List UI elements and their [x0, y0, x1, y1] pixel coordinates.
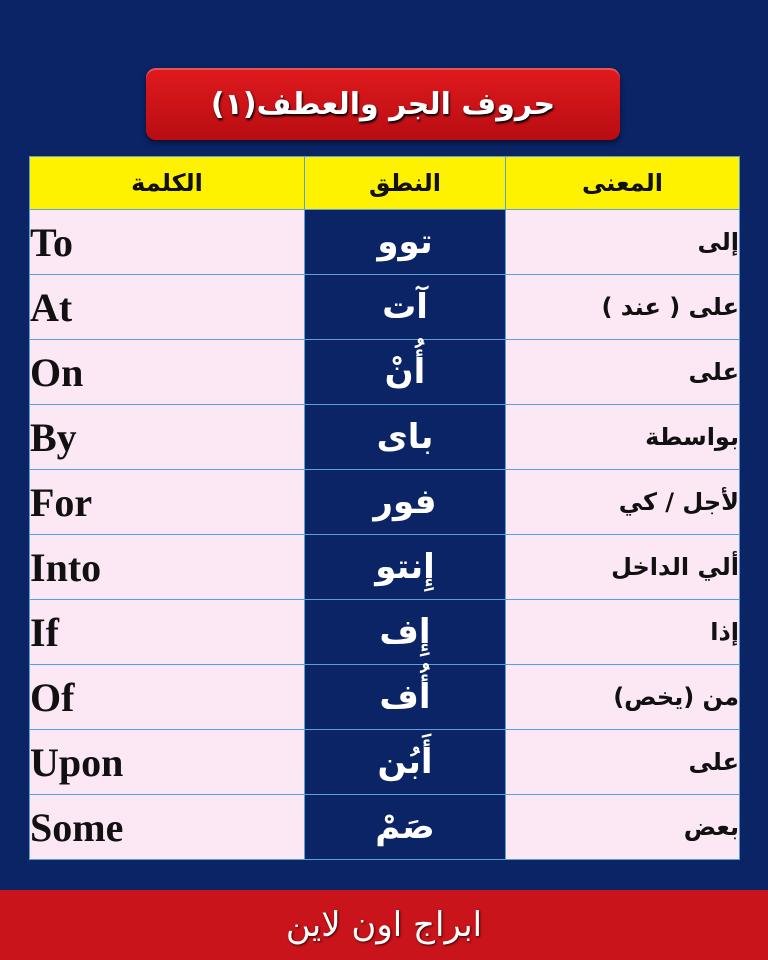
table-row [30, 600, 740, 665]
word-cell: To [30, 210, 305, 275]
word-cell: For [30, 470, 305, 535]
word-cell: If [30, 600, 305, 665]
word-cell: At [30, 275, 305, 340]
word-cell: Of [30, 665, 305, 730]
word-cell: By [30, 405, 305, 470]
meaning-cell: إذا [506, 600, 740, 665]
word-cell: Some [30, 795, 305, 860]
header-word: الكلمة [30, 157, 305, 210]
footer-banner [0, 890, 768, 960]
header-pronunciation: النطق [305, 157, 506, 210]
table-row [30, 275, 740, 340]
table-row [30, 730, 740, 795]
meaning-cell: على [506, 340, 740, 405]
pronunciation-cell: أُف [305, 665, 506, 730]
meaning-cell: بعض [506, 795, 740, 860]
page-title: حروف الجر والعطف(١) [210, 86, 556, 122]
meaning-cell: بواسطة [506, 405, 740, 470]
meaning-cell: لأجل / كي [506, 470, 740, 535]
table-row [30, 535, 740, 600]
title-banner [146, 68, 620, 140]
table-row [30, 210, 740, 275]
pronunciation-cell: آت [305, 275, 506, 340]
word-cell: Upon [30, 730, 305, 795]
footer-brand: ابراج اون لاين [285, 905, 483, 945]
pronunciation-cell: أُنْ [305, 340, 506, 405]
pronunciation-cell: فور [305, 470, 506, 535]
vocabulary-table [29, 156, 740, 860]
meaning-cell: على [506, 730, 740, 795]
pronunciation-cell: صَمْ [305, 795, 506, 860]
table-row [30, 340, 740, 405]
word-cell: On [30, 340, 305, 405]
header-row [30, 157, 740, 210]
pronunciation-cell: إِنتو [305, 535, 506, 600]
meaning-cell: من (يخص) [506, 665, 740, 730]
word-cell: Into [30, 535, 305, 600]
header-meaning: المعنى [506, 157, 740, 210]
pronunciation-cell: توو [305, 210, 506, 275]
meaning-cell: ألي الداخل [506, 535, 740, 600]
table-row [30, 405, 740, 470]
table-row [30, 795, 740, 860]
table-row [30, 665, 740, 730]
pronunciation-cell: باى [305, 405, 506, 470]
meaning-cell: على ( عند ) [506, 275, 740, 340]
pronunciation-cell: إِف [305, 600, 506, 665]
table-row [30, 470, 740, 535]
meaning-cell: إلى [506, 210, 740, 275]
pronunciation-cell: أَبُن [305, 730, 506, 795]
